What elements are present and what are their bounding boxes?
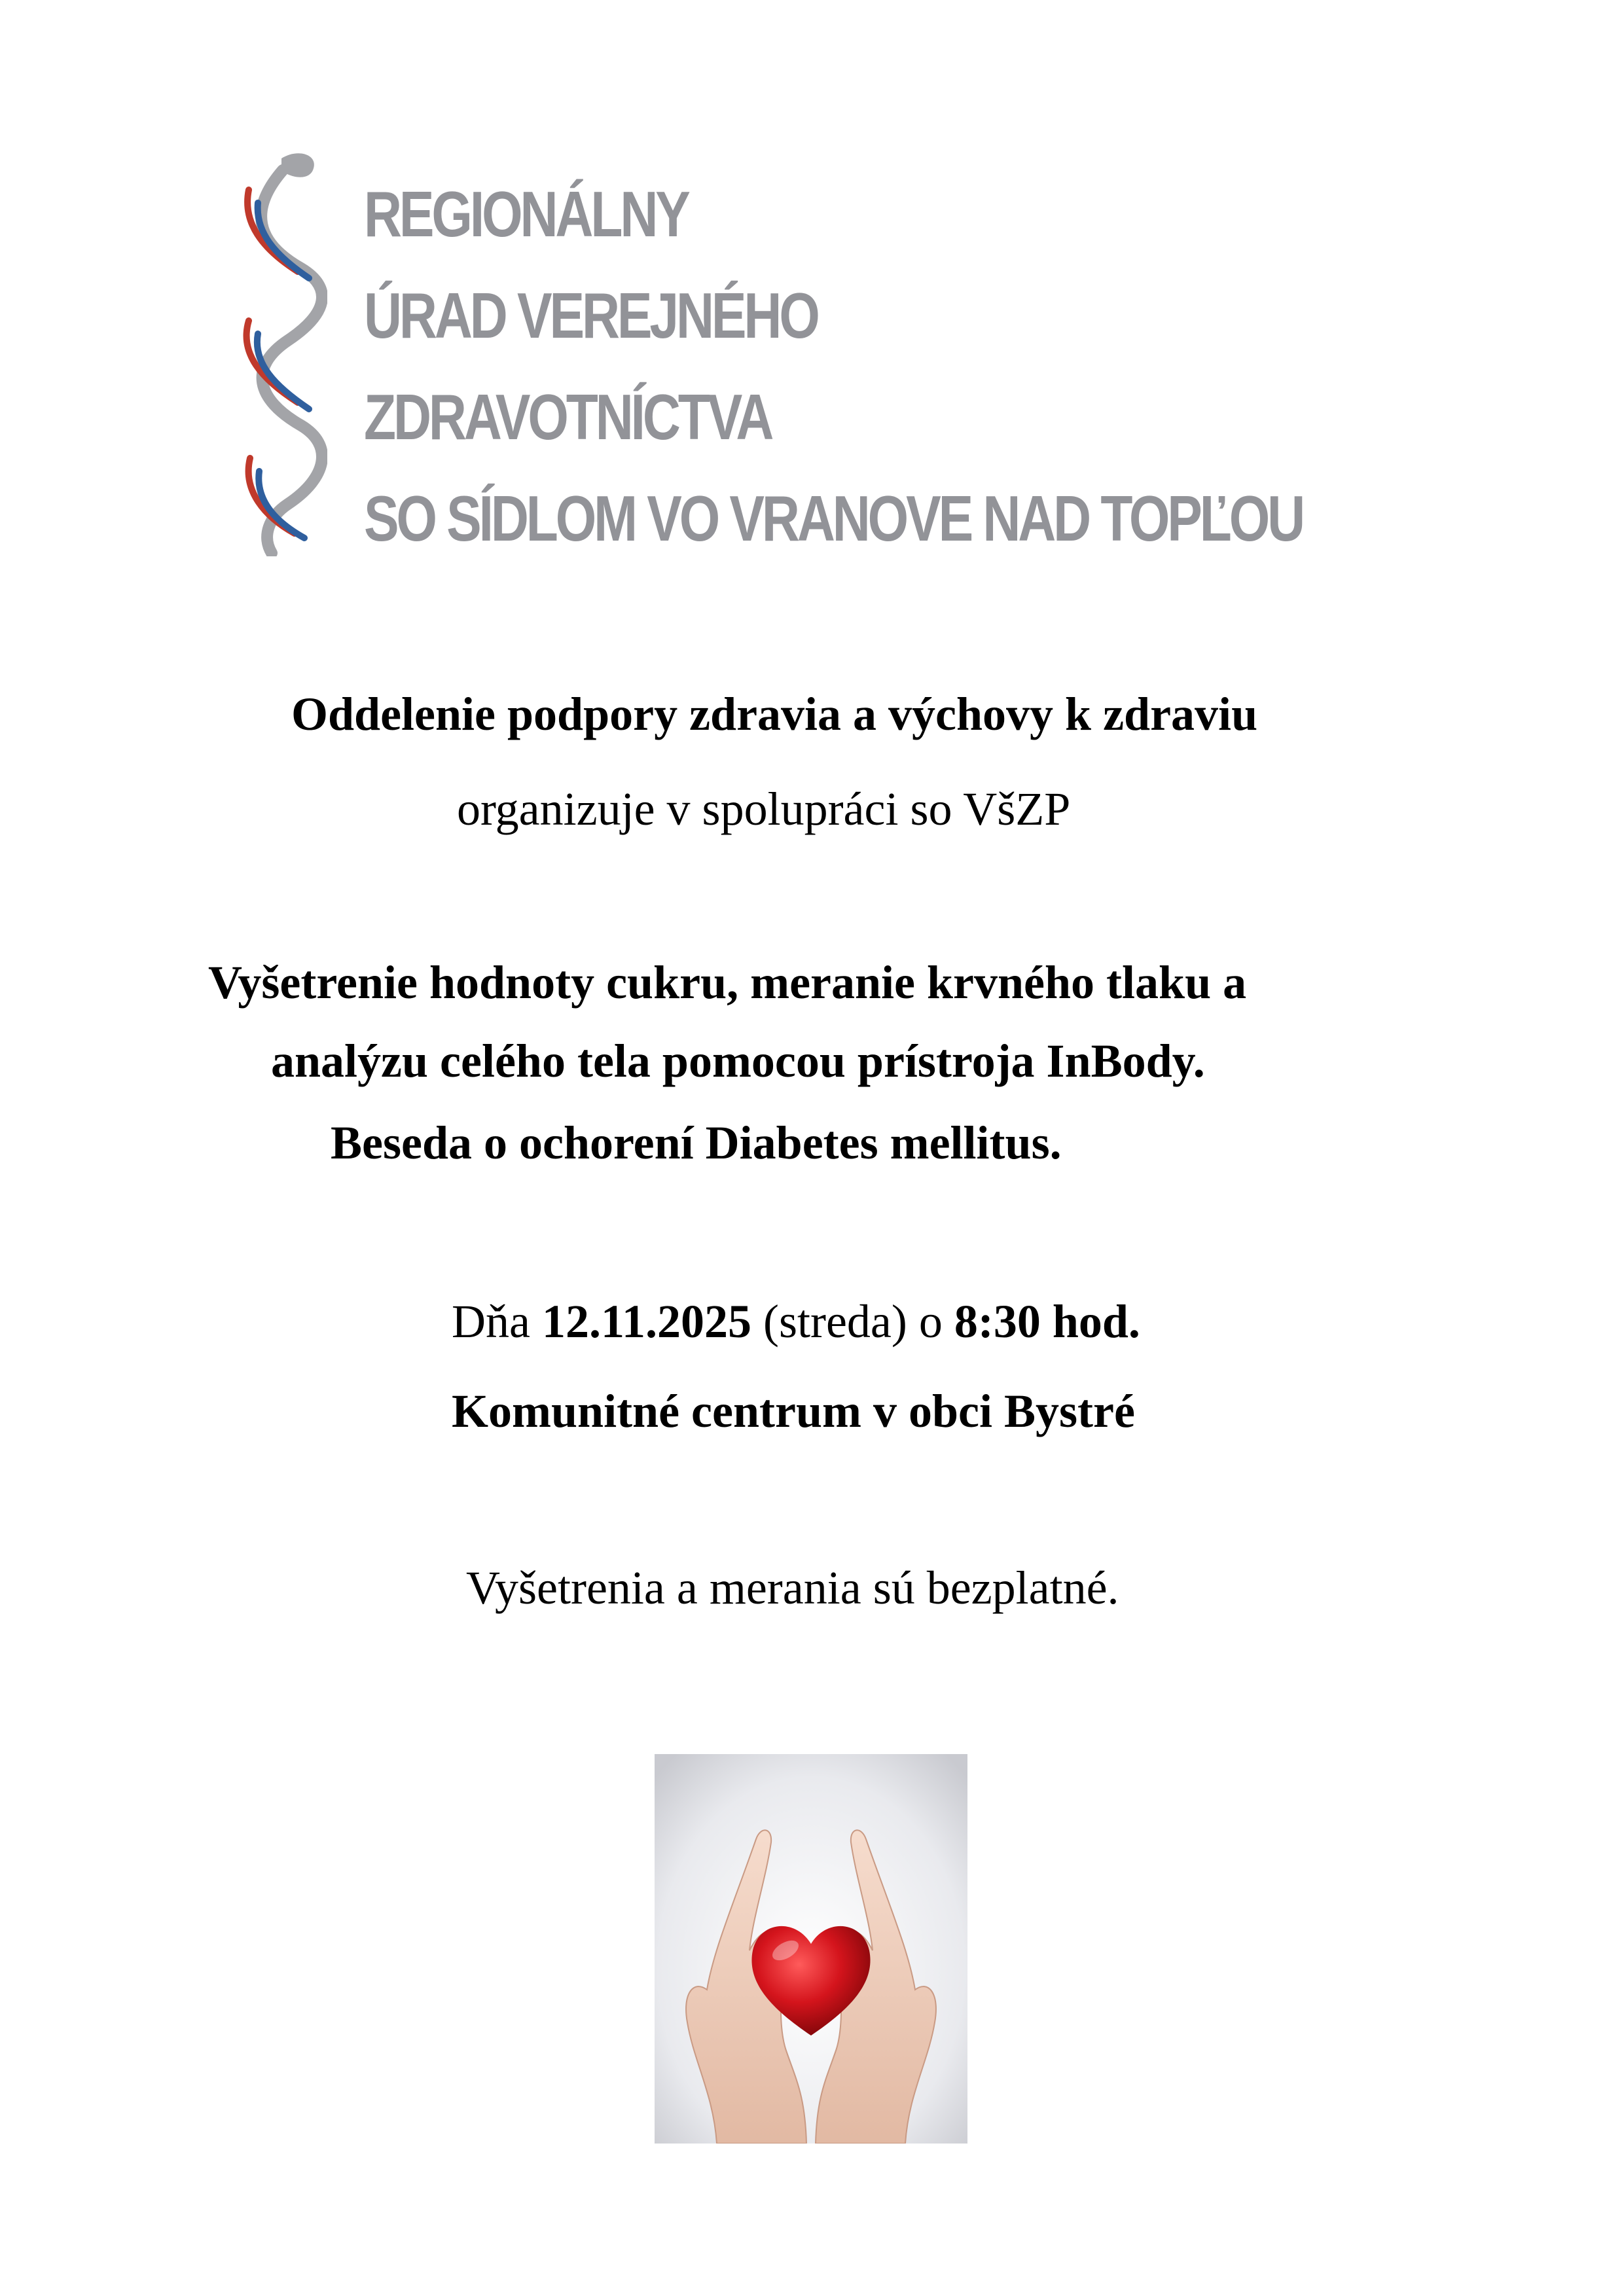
organizer-text: organizuje v spolupráci so VšZP	[457, 783, 1071, 835]
logo-line-1: REGIONÁLNY	[364, 178, 688, 250]
department-heading: Oddelenie podpory zdravia a výchovy k zdraviu	[291, 688, 1258, 740]
date-prefix: Dňa	[452, 1295, 542, 1348]
logo-line-4: SO SÍDLOM VO VRANOVE NAD TOPĽOU	[364, 482, 1303, 554]
logo-line-3: ZDRAVOTNÍCTVA	[364, 381, 772, 453]
event-title-line-3: Beseda o ochorení Diabetes mellitus.	[331, 1117, 1062, 1169]
caduceus-ribbon-icon	[236, 151, 327, 556]
hands-holding-heart-icon	[655, 1754, 967, 2144]
organization-logo	[236, 151, 1303, 556]
logo-line-2: ÚRAD VEREJNÉHO	[364, 279, 818, 351]
event-place: Komunitné centrum v obci Bystré	[452, 1385, 1135, 1437]
date-value: 12.11.2025	[541, 1295, 751, 1348]
event-date	[452, 1295, 1140, 1349]
time-value: 8:30 hod.	[954, 1295, 1140, 1348]
event-title-line-1: Vyšetrenie hodnoty cukru, meranie krvného tlaku a	[208, 956, 1247, 1009]
organization-name	[364, 164, 1303, 569]
event-title-line-2: analýzu celého tela pomocou prístroja InBody.	[271, 1035, 1205, 1087]
free-of-charge-note: Vyšetrenia a merania sú bezplatné.	[466, 1562, 1119, 1614]
date-middle: (streda) o	[751, 1295, 954, 1348]
